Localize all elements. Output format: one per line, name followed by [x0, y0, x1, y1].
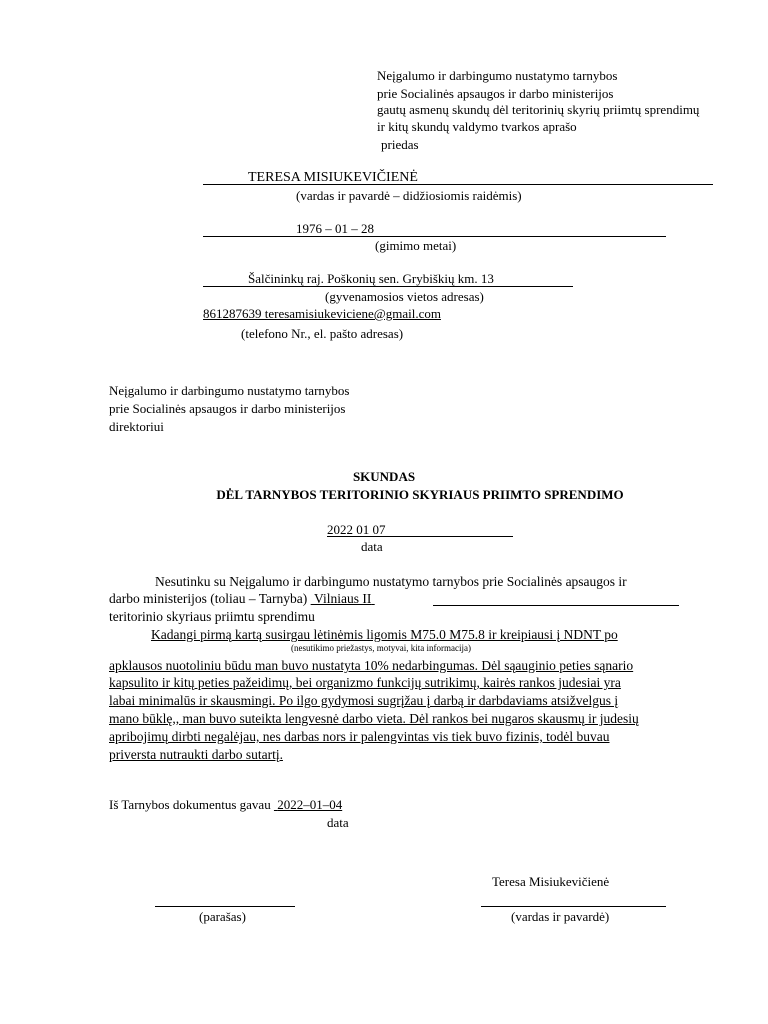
birth-caption: (gimimo metai) — [375, 238, 457, 253]
received-line — [109, 797, 342, 813]
reason-line-2: apklausos nuotoliniu būdu man buvo nustatyta 10% nedarbingumas. Dėl sąauginio peties sąnario — [109, 658, 634, 673]
recipient-line-3: direktoriui — [109, 419, 164, 434]
territorial-unit-value: Vilniaus II — [314, 591, 372, 606]
applicant-name-caption: (vardas ir pavardė – didžiosiomis raidėmis) — [296, 188, 522, 203]
address-value: Šalčininkų raj. Poškonių sen. Grybiškių km. 13 — [248, 271, 494, 286]
address-caption: (gyvenamosios vietos adresas) — [325, 289, 484, 304]
reason-line-7: priversta nutraukti darbo sutartį. — [109, 747, 283, 762]
reason-line-4: labai minimalūs ir skausmingi. Po ilgo gydymosi sugrįžau į darbą ir darbdaviams atsižvelgus į — [109, 693, 619, 708]
signature-caption: (parašas) — [199, 909, 246, 924]
document-title: SKUNDAS — [352, 469, 416, 484]
applicant-name-rule — [203, 184, 713, 185]
header-line-3: gautų asmenų skundų dėl teritorinių skyrių priimtų sprendimų — [377, 102, 700, 117]
complaint-date: 2022 01 07 — [327, 522, 386, 537]
contact-caption: (telefono Nr., el. pašto adresas) — [241, 326, 404, 341]
recipient-line-2: prie Socialinės apsaugos ir darbo ministerijos — [109, 401, 346, 416]
header-line-4: ir kitų skundų valdymo tvarkos aprašo — [377, 119, 577, 134]
intro-line-2-rule — [433, 605, 679, 606]
header-line-1: Neįgalumo ir darbingumo nustatymo tarnybos — [377, 68, 618, 83]
signer-name-rule — [481, 906, 666, 907]
intro-line-1: Nesutinku su Neįgalumo ir darbingumo nustatymo tarnybos prie Socialinės apsaugos ir — [155, 574, 627, 589]
received-date-value: 2022–01–04 — [277, 797, 343, 812]
header-line-5: priedas — [381, 137, 419, 152]
reason-line-1: Kadangi pirmą kartą susirgau lėtinėmis ligomis M75.0 M75.8 ir kreipiausi į NDNT po — [151, 627, 618, 642]
signer-name-caption: (vardas ir pavardė) — [511, 909, 610, 924]
signer-name: Teresa Misiukevičienė — [492, 874, 610, 889]
header-line-2: prie Socialinės apsaugos ir darbo ministerijos — [377, 86, 614, 101]
received-caption: data — [327, 815, 349, 830]
received-prefix: Iš Tarnybos dokumentus gavau — [109, 797, 274, 812]
document-subtitle: DĖL TARNYBOS TERITORINIO SKYRIAUS PRIIMTO SPRENDIMO — [216, 487, 624, 502]
complaint-date-rule — [327, 536, 513, 537]
reason-line-6: apribojimų dirbti negalėjau, nes darbas nors ir palengvintas vis tiek buvo fizinis, todėl buvau — [109, 729, 610, 744]
birth-date: 1976 – 01 – 28 — [296, 221, 374, 236]
recipient-line-1: Neįgalumo ir darbingumo nustatymo tarnybos — [109, 383, 350, 398]
intro-line-2-prefix: darbo ministerijos (toliau – Tarnyba) — [109, 591, 311, 606]
signature-rule — [155, 906, 295, 907]
applicant-name: TERESA MISIUKEVIČIENĖ — [248, 170, 418, 185]
complaint-date-caption: data — [361, 539, 383, 554]
received-date — [274, 797, 342, 812]
territorial-unit — [311, 591, 375, 606]
reason-line-3: kapsulito ir kitų peties pažeidimų, bei organizmo funkcijų sutrikimų, kairės rankos judesiai yra — [109, 675, 621, 690]
reason-caption: (nesutikimo priežastys, motyvai, kita informacija) — [291, 643, 471, 653]
address-rule — [203, 286, 573, 287]
reason-line-5: mano būklę,, man buvo suteikta lengvesnė darbo vieta. Dėl rankos bei nugaros skausmų ir judesių — [109, 711, 639, 726]
intro-line-2 — [109, 591, 375, 607]
intro-line-3: teritorinio skyriaus priimtu sprendimu — [109, 609, 315, 624]
birth-date-rule — [203, 236, 666, 237]
contact-value: 861287639 teresamisiukeviciene@gmail.com — [203, 306, 441, 321]
